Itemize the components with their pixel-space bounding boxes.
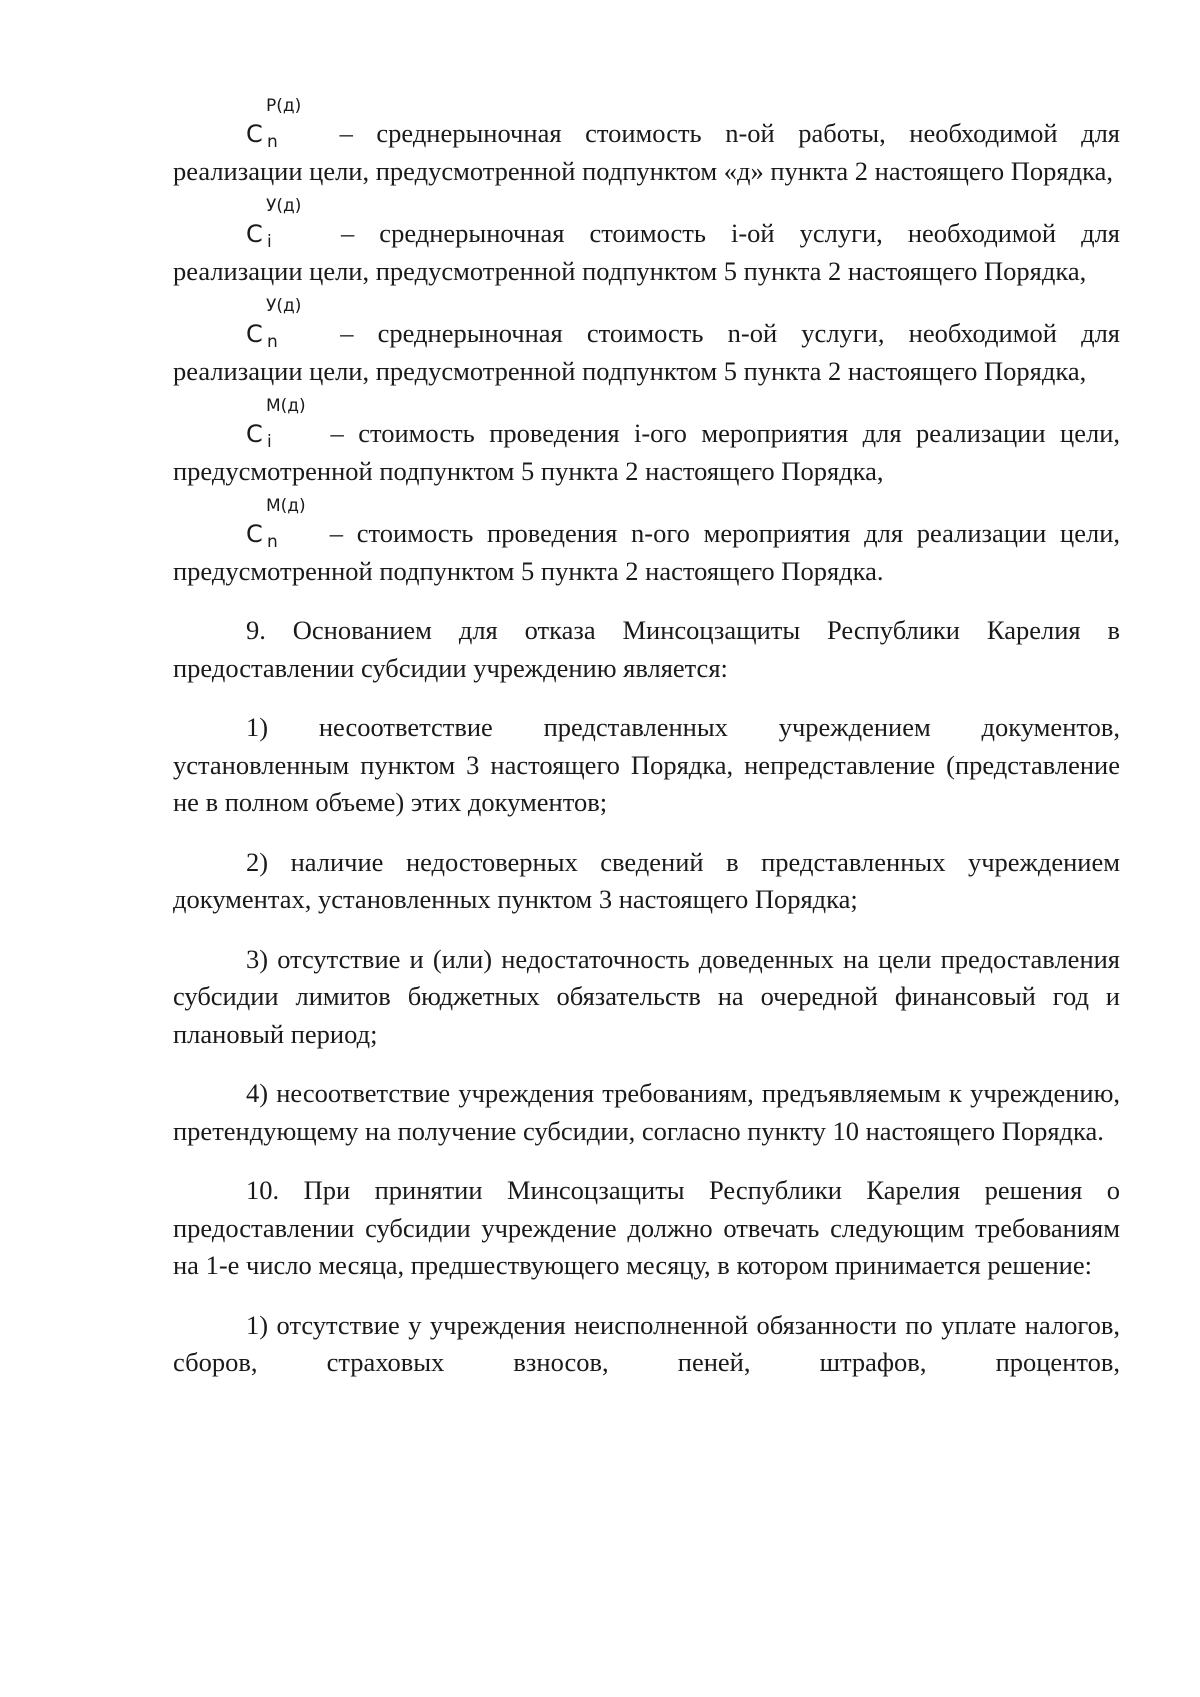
formula-superscript: М(д)	[266, 496, 306, 516]
text-line: настоящего Порядка.	[865, 1115, 1104, 1146]
text-line: 3) отсутствие и (или) недостаточность доведенных на цели	[246, 943, 932, 974]
clause-9-item-1	[173, 709, 1120, 822]
formula-superscript: У(д)	[266, 296, 302, 316]
definition-paragraph	[173, 296, 1120, 390]
text-line: Порядка,	[984, 255, 1087, 286]
definition-paragraph	[173, 96, 1120, 190]
formula-subscript: n	[267, 132, 278, 152]
text-line: Порядка,	[1010, 155, 1113, 186]
text-line: установленным пунктом 3 настоящего Порядка, непредставление	[173, 749, 936, 780]
clause-10	[173, 1172, 1120, 1285]
text-line: – среднерыночная стоимость i-ой услуги, необходимой для	[341, 218, 1120, 248]
formula-subscript: i	[267, 432, 272, 452]
text-line: предусмотренной подпунктом 5 пункта 2 настоящего Порядка,	[173, 455, 884, 486]
text-line: – среднерыночная стоимость n-ой работы, необходимой для	[339, 118, 1120, 148]
formula-superscript: М(д)	[266, 396, 306, 416]
text-line: – стоимость проведения i-ого мероприятия для реализации цели,	[330, 418, 1120, 448]
clause-9	[173, 612, 1120, 687]
document-page	[173, 96, 1121, 1404]
text-line: реализации цели, предусмотренной подпунктом 5 пункта 2 настоящего	[173, 255, 978, 286]
text-line: предоставлении субсидии учреждению является:	[173, 652, 728, 683]
formula-base: С	[246, 320, 263, 348]
clause-9-item-2	[173, 844, 1120, 919]
formula-base: С	[246, 220, 263, 248]
text-line: – стоимость проведения n-ого мероприятия для реализации цели,	[329, 518, 1121, 548]
text-line: Порядка,	[984, 355, 1087, 386]
formula-subscript: n	[267, 332, 278, 352]
formula-symbol	[246, 96, 316, 152]
text-line: 4) несоответствие учреждения требованиям, предъявляемым к	[246, 1078, 962, 1108]
text-line: предоставлении субсидии учреждение должно отвечать следующим	[173, 1212, 965, 1243]
text-line: финансовый год и плановый период;	[173, 981, 1120, 1049]
formula-symbol	[246, 496, 316, 552]
definition-paragraph	[173, 396, 1120, 490]
text-line: предоставления субсидии лимитов бюджетных обязательств на очередной	[173, 943, 1120, 1011]
formula-base: С	[246, 520, 263, 548]
definition-paragraph	[173, 496, 1121, 590]
text-line: реализации цели, предусмотренной подпунктом «д» пункта 2 настоящего	[173, 155, 1005, 186]
text-line: принимается решение:	[834, 1250, 1092, 1280]
text-line: реализации цели, предусмотренной подпунктом 5 пункта 2 настоящего	[173, 355, 978, 386]
clause-9-item-4	[173, 1075, 1120, 1150]
clause-10-item-1	[173, 1307, 1120, 1382]
formula-symbol	[246, 396, 316, 452]
definition-paragraph	[173, 196, 1120, 290]
text-line: учреждению, претендующему на получение субсидии, согласно пункту 10	[173, 1078, 1120, 1146]
text-line: документах, установленных пунктом 3 настоящего Порядка;	[173, 884, 858, 914]
formula-subscript: i	[267, 232, 272, 252]
clause-9-item-3	[173, 941, 1120, 1054]
formula-subscript: n	[267, 532, 278, 552]
formula-symbol	[246, 196, 316, 252]
formula-superscript: У(д)	[266, 196, 302, 216]
text-line: (представление не в полном объеме) этих документов;	[173, 749, 1120, 817]
formula-base: С	[246, 120, 263, 148]
text-line: – среднерыночная стоимость n-ой услуги, необходимой для	[340, 318, 1120, 348]
text-line: 10. При принятии Минсоцзащиты Республики Карелия решения о	[246, 1175, 1120, 1205]
text-line: требованиям на 1-е число месяца, предшествующего месяцу, в котором	[173, 1212, 1121, 1280]
formula-superscript: Р(д)	[266, 96, 302, 116]
text-line: 9. Основанием для отказа Минсоцзащиты Республики Карелия в	[246, 615, 1120, 645]
text-line: 1) несоответствие представленных учреждением документов,	[246, 712, 1120, 742]
text-line: предусмотренной подпунктом 5 пункта 2 настоящего Порядка.	[173, 555, 884, 586]
formula-base: С	[246, 420, 263, 448]
formula-symbol	[246, 296, 316, 352]
text-line: 2) наличие недостоверных сведений в представленных учреждением	[246, 846, 1120, 877]
text-line: 1) отсутствие у учреждения неисполненной обязанности по уплате	[246, 1309, 1017, 1340]
text-line: налогов, сборов, страховых взносов, пеней, штрафов, процентов,	[173, 1309, 1121, 1377]
